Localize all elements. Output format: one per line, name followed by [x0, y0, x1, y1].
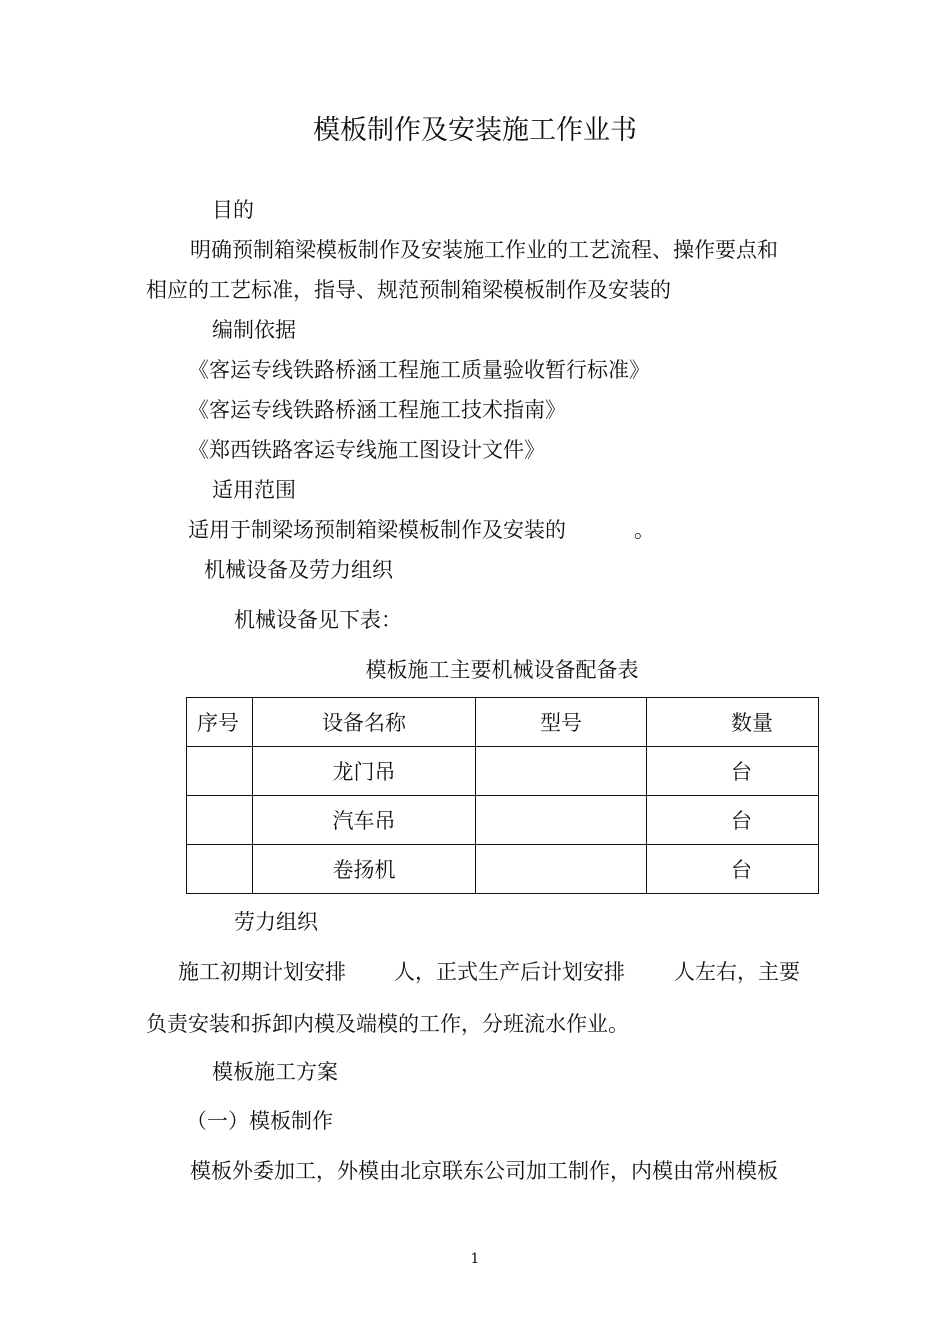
scope-end: 。	[634, 518, 655, 542]
header-equipment-name: 设备名称	[253, 698, 476, 747]
document-title: 模板制作及安装施工作业书	[313, 115, 637, 146]
labor-line-2: 负责安装和拆卸内模及端模的工作，分班流水作业。	[146, 1012, 629, 1036]
cell-equipment-name: 汽车吊	[253, 796, 476, 845]
purpose-line-1: 明确预制箱梁模板制作及安装施工作业的工艺流程、操作要点和	[190, 238, 778, 262]
plan-heading: 模板施工方案	[212, 1060, 338, 1084]
equipment-intro: 机械设备见下表：	[234, 608, 402, 632]
scope-text: 适用于制梁场预制箱梁模板制作及安装的	[188, 518, 566, 542]
basis-item-1: 《客运专线铁路桥涵工程施工质量验收暂行标准》	[188, 358, 650, 382]
cell-model	[476, 747, 647, 796]
labor-heading: 劳力组织	[234, 910, 318, 934]
cell-index	[187, 796, 253, 845]
page-number: 1	[470, 1251, 480, 1267]
basis-heading: 编制依据	[212, 318, 296, 342]
header-index: 序号	[187, 698, 253, 747]
cell-index	[187, 845, 253, 894]
table-row	[187, 845, 819, 894]
table-row	[187, 747, 819, 796]
purpose-heading: 目的	[212, 198, 254, 222]
plan-text: 模板外委加工，外模由北京联东公司加工制作，内模由常州模板	[190, 1159, 778, 1183]
basis-item-2: 《客运专线铁路桥涵工程施工技术指南》	[188, 398, 566, 422]
cell-model	[476, 845, 647, 894]
cell-model	[476, 796, 647, 845]
purpose-line-2: 相应的工艺标准，指导、规范预制箱梁模板制作及安装的	[146, 278, 671, 302]
plan-subheading: （一）模板制作	[186, 1109, 333, 1133]
labor-line-1-a: 施工初期计划安排	[178, 960, 346, 984]
labor-line-1-c: 人左右，主要	[674, 960, 800, 984]
cell-quantity: 台	[647, 845, 819, 894]
header-model: 型号	[476, 698, 647, 747]
cell-index	[187, 747, 253, 796]
cell-quantity: 台	[647, 796, 819, 845]
equipment-table	[186, 697, 819, 894]
cell-equipment-name: 龙门吊	[253, 747, 476, 796]
header-quantity: 数量	[647, 698, 819, 747]
table-caption: 模板施工主要机械设备配备表	[365, 658, 639, 682]
cell-equipment-name: 卷扬机	[253, 845, 476, 894]
table-header-row	[187, 698, 819, 747]
equipment-heading: 机械设备及劳力组织	[204, 558, 393, 582]
cell-quantity: 台	[647, 747, 819, 796]
labor-line-1-b: 人，正式生产后计划安排	[394, 960, 625, 984]
table-row	[187, 796, 819, 845]
basis-item-3: 《郑西铁路客运专线施工图设计文件》	[188, 438, 545, 462]
scope-heading: 适用范围	[212, 478, 296, 502]
